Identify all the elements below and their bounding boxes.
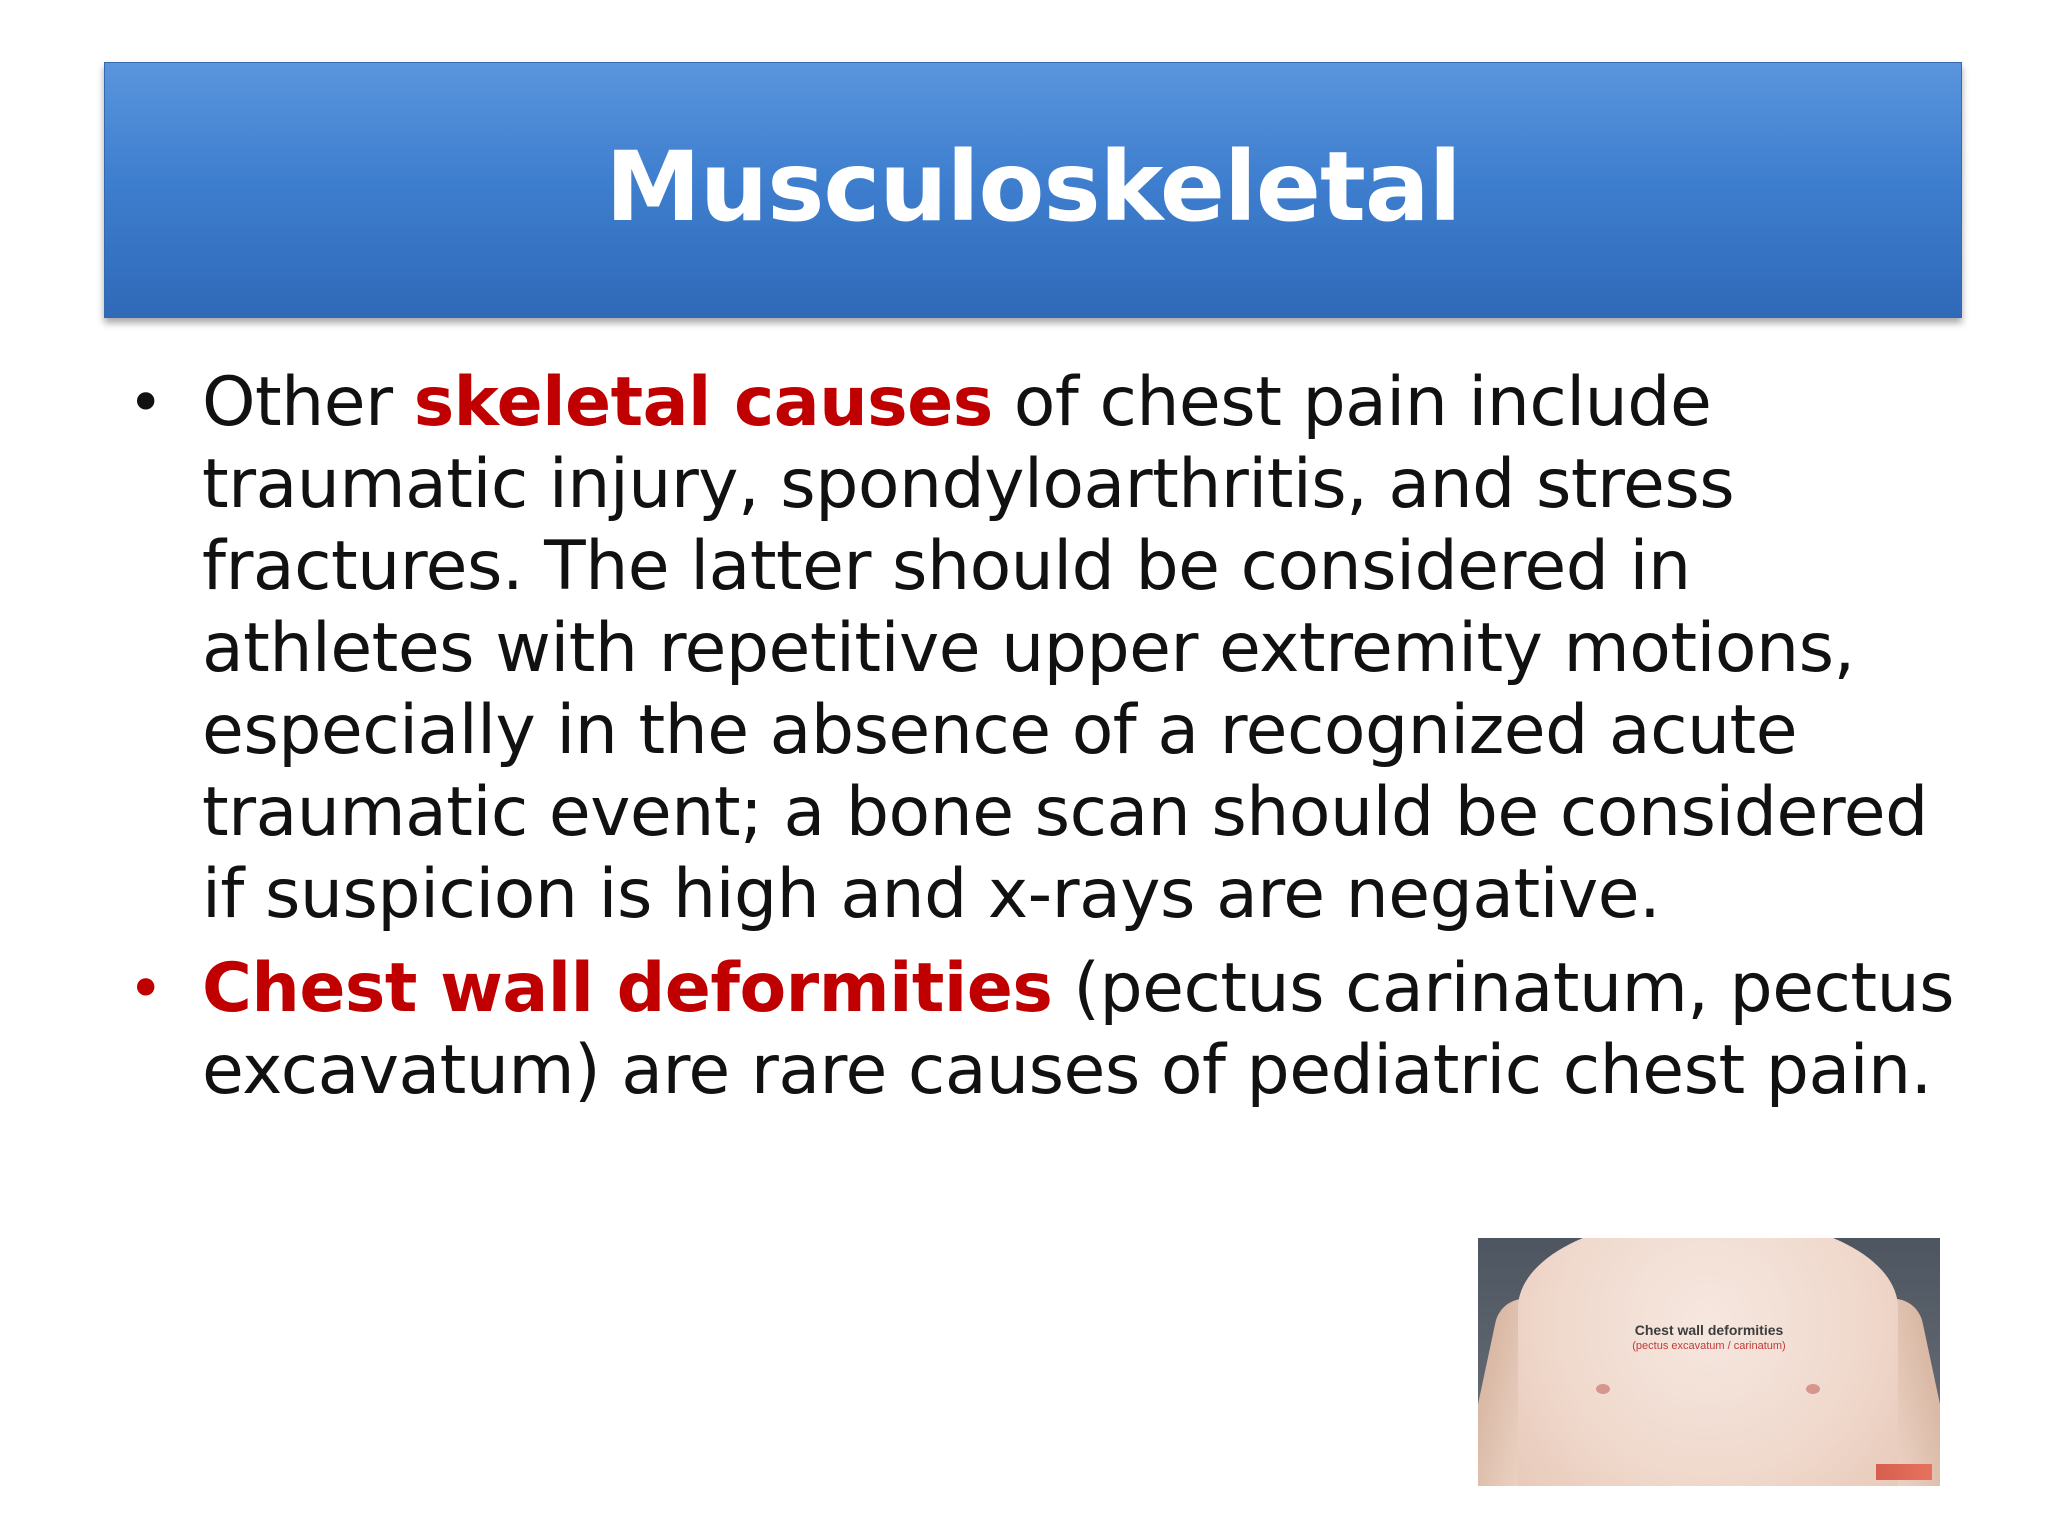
bullet-list (120, 362, 1970, 1112)
photo-detail (1806, 1384, 1820, 1394)
photo-detail (1596, 1384, 1610, 1394)
bullet-marker: • (128, 954, 163, 1024)
photo-watermark (1876, 1464, 1932, 1480)
photo-caption: Chest wall deformities (1634, 1322, 1784, 1338)
slide-title: Musculoskeletal (605, 131, 1461, 243)
photo-torso (1518, 1238, 1898, 1486)
bullet-emphasis: skeletal causes (413, 363, 993, 442)
chest-wall-photo (1478, 1238, 1940, 1486)
bullet-item (120, 362, 1970, 936)
bullet-emphasis: Chest wall deformities (202, 949, 1053, 1028)
bullet-text-pre: Other (202, 363, 414, 442)
bullet-item (120, 948, 1970, 1112)
bullet-text-post: (pectus carinatum, pectus excavatum) are rare causes of pediatric chest pain. (202, 949, 1955, 1110)
photo-subcaption: (pectus excavatum / carinatum) (1632, 1340, 1786, 1352)
title-bar (104, 62, 1962, 318)
bullet-text-post: of chest pain include traumatic injury, spondyloarthritis, and stress fractures. The latter should be considered in athletes with repetitive upper extremity motions, especially in the absence of a recognized acute traumatic event; a bone scan should be considered if suspicion is high and x-rays are negative. (202, 363, 1928, 934)
bullet-marker: • (128, 368, 163, 438)
